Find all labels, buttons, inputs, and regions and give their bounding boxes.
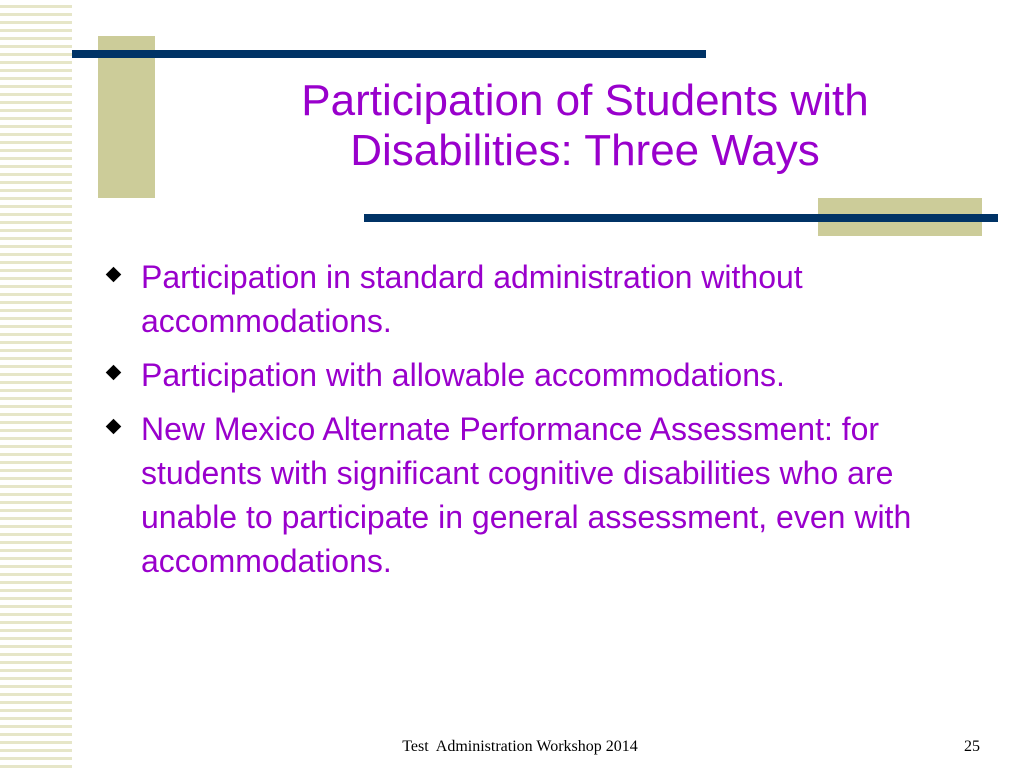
bullet-list <box>104 255 984 593</box>
bullet-text: Participation with allowable accommodations. <box>141 357 785 393</box>
diamond-bullet-icon <box>106 365 122 381</box>
bullet-item <box>104 255 984 343</box>
page-number: 25 <box>964 738 980 755</box>
footer-text: Test Administration Workshop 2014 <box>402 738 638 755</box>
title-rule-top <box>72 50 706 58</box>
left-stripe-band <box>0 0 72 768</box>
bullet-item <box>104 353 984 397</box>
title-rule-bottom <box>364 214 998 222</box>
bullet-item <box>104 407 984 583</box>
bullet-text: New Mexico Alternate Performance Assessment: for students with significant cognitive disabilities who are unable to participate in general assessment, even with accommodations. <box>141 411 912 579</box>
diamond-bullet-icon <box>106 267 122 283</box>
slide-title-line-1: Participation of Students with <box>301 76 869 125</box>
title-accent-block-left <box>98 36 155 198</box>
slide-title <box>160 76 1010 176</box>
bullet-text: Participation in standard administration without accommodations. <box>141 259 803 339</box>
slide-title-line-2: Disabilities: Three Ways <box>350 126 820 175</box>
diamond-bullet-icon <box>106 419 122 435</box>
